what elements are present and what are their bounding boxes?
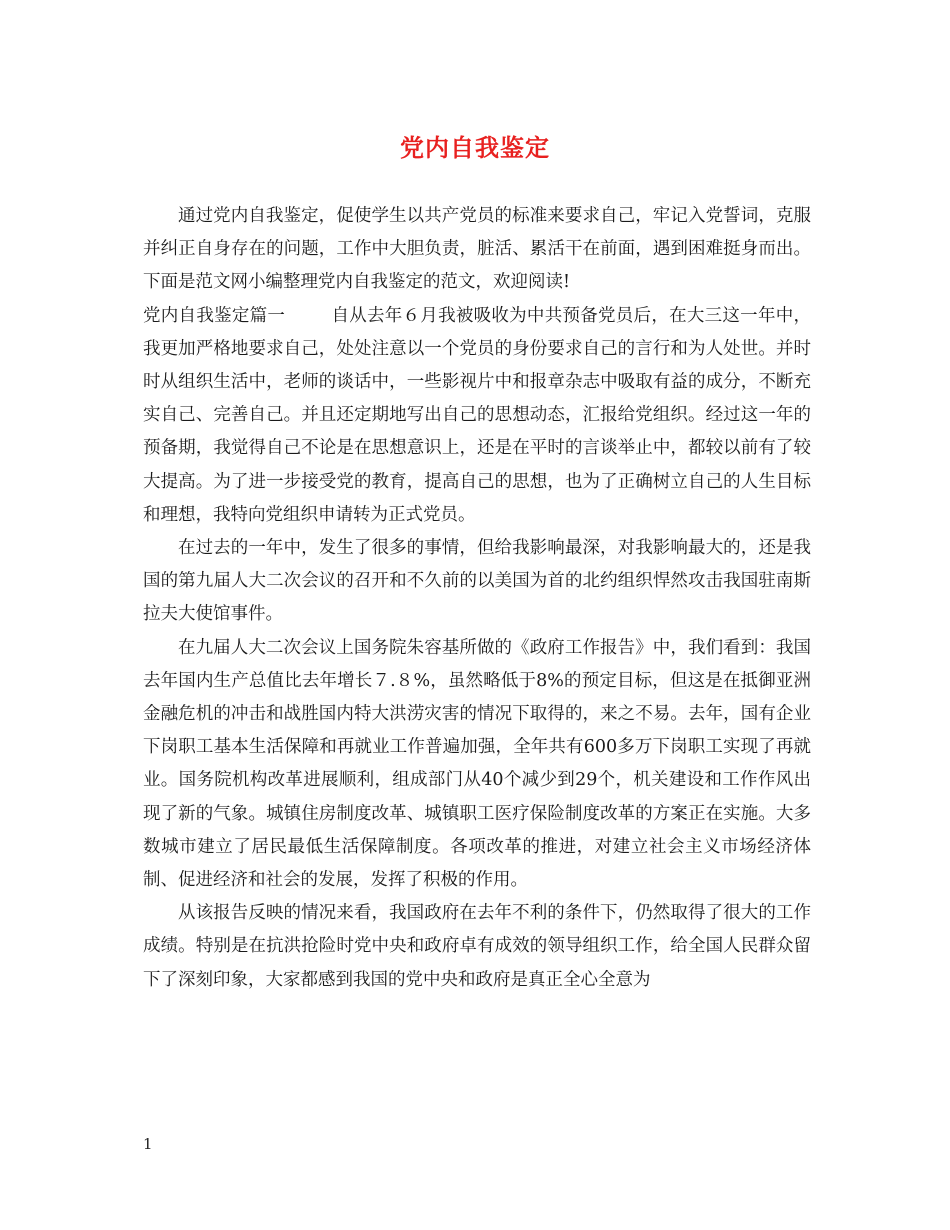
page-number: 1 <box>143 1135 153 1153</box>
paragraph-3: 在九届人大二次会议上国务院朱容基所做的《政府工作报告》中，我们看到：我国去年国内生产总值比去年增长７.８%，虽然略低于8%的预定目标，但这是在抵御亚洲金融危机的冲击和战胜国内特大洪涝灾害的情况下取得的，来之不易。去年，国有企业下岗职工基本生活保障和再就业工作普遍加强，全年共有600多万下岗职工实现了再就业。国务院机构改革进展顺利，组成部门从40个减少到29个，机关建设和工作作风出现了新的气象。城镇住房制度改革、城镇职工医疗保险制度改革的方案正在实施。大多数城市建立了居民最低生活保障制度。各项改革的推进，对建立社会主义市场经济体制、促进经济和社会的发展，发挥了积极的作用。 <box>143 637 811 891</box>
intro-paragraph: 通过党内自我鉴定，促使学生以共产党员的标准来要求自己，牢记入党誓词，克服并纠正自身存在的问题，工作中大胆负责，脏活、累活干在前面，遇到困难挺身而出。下面是范文网小编整理党内自我鉴定的范文，欢迎阅读! <box>143 206 811 293</box>
document-title: 党内自我鉴定 <box>400 133 550 162</box>
paragraph-1-text: 自从去年６月我被吸收为中共预备党员后，在大三这一年中，我更加严格地要求自己，处处注意以一个党员的身份要求自己的言行和为人处世。并时时从组织生活中，老师的谈话中，一些影视片中和报章杂志中吸取有益的成分，不断充实自己、完善自己。并且还定期地写出自己的思想动态，汇报给党组织。经过这一年的预备期，我觉得自己不论是在思想意识上，还是在平时的言谈举止中，都较以前有了较大提高。为了进一步接受党的教育，提高自己的思想，也为了正确树立自己的人生目标和理想，我特向党组织申请转为正式党员。 <box>143 305 811 525</box>
paragraph-4: 从该报告反映的情况来看，我国政府在去年不利的条件下，仍然取得了很大的工作成绩。特别是在抗洪抢险时党中央和政府卓有成效的领导组织工作，给全国人民群众留下了深刻印象，大家都感到我国的党中央和政府是真正全心全意为 <box>143 903 811 990</box>
section-heading: 党内自我鉴定篇一 <box>143 305 286 326</box>
paragraph-2: 在过去的一年中，发生了很多的事情，但给我影响最深，对我影响最大的，还是我国的第九届人大二次会议的召开和不久前的以美国为首的北约组织悍然攻击我国驻南斯拉夫大使馆事件。 <box>143 538 811 625</box>
document-body <box>143 200 811 997</box>
section-paragraph-1 <box>143 300 811 532</box>
